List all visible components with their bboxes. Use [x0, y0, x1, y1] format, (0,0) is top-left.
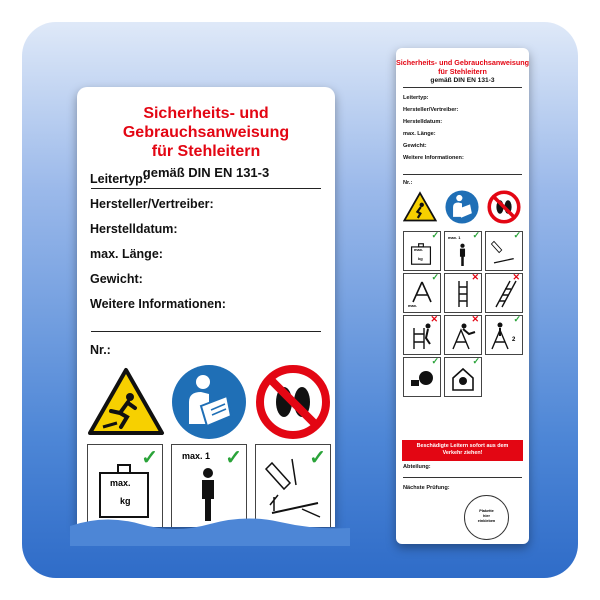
cross-icon: ✕: [471, 314, 479, 324]
check-icon: ✓: [472, 230, 480, 240]
field-manufacturer: Hersteller/Vertreiber:: [90, 197, 214, 211]
ladder-slip-prohibited-cell: [485, 273, 523, 313]
label-full-small: [396, 48, 529, 544]
field-manufacture-date: Herstelldatum:: [90, 222, 178, 236]
torn-edge: [70, 506, 350, 546]
tilted-ladder-icon: [490, 280, 518, 308]
house-icon: [451, 366, 475, 392]
lean-ladder-prohibited-cell: [444, 273, 482, 313]
tool-person-icon: [409, 368, 435, 390]
check-icon: ✓: [225, 447, 242, 469]
ladder-opening-cell: [485, 231, 523, 271]
check-icon: ✓: [513, 230, 521, 240]
check-icon: ✓: [513, 314, 521, 324]
field-more-info: Weitere Informationen:: [90, 297, 226, 311]
weight-limit-cell: [403, 231, 441, 271]
fall-warning-icon: [87, 367, 165, 437]
climbing-person-icon: [409, 322, 435, 350]
damaged-ladder-warning: [402, 440, 523, 461]
title-line-1: Sicherheits- und Gebrauchsanweisung: [122, 105, 290, 141]
field-ladder-type: Leitertyp:: [90, 172, 147, 186]
warning-line-2: Verkehr ziehen!: [442, 450, 483, 456]
warning-line-1: Beschädigte Leitern sofort aus dem: [416, 443, 509, 449]
standing-person-icon: [489, 322, 516, 350]
step-count-label: 2: [512, 337, 516, 343]
check-icon: ✓: [141, 447, 158, 469]
field-manufacture-date: Herstelldatum:: [403, 119, 443, 125]
divider: [403, 477, 522, 478]
sticker-line-2: hier: [483, 514, 490, 518]
field-number: Nr.:: [90, 343, 111, 357]
read-manual-icon: [445, 190, 479, 224]
subtitle: gemäß DIN EN 131-3: [430, 77, 495, 84]
field-weight: Gewicht:: [90, 272, 143, 286]
weight-max-label: max.: [414, 247, 424, 252]
field-manufacturer: Hersteller/Vertreiber:: [403, 107, 459, 113]
leaning-person-icon: [449, 322, 477, 350]
divider: [403, 174, 522, 175]
check-icon: ✓: [431, 356, 439, 366]
climb-over-prohibited-cell: [403, 315, 441, 355]
check-icon: ✓: [431, 272, 439, 282]
field-number: Nr.:: [403, 180, 413, 186]
one-person-cell: [444, 231, 482, 271]
cross-icon: ✕: [512, 272, 520, 282]
inspection-sticker-circle: [464, 495, 509, 540]
ladder-max-label: max.: [408, 303, 418, 308]
person-icon: [457, 243, 468, 267]
field-ladder-type: Leitertyp:: [403, 95, 429, 101]
weight-max-label: max.: [110, 478, 131, 488]
label-front-large: [77, 87, 335, 527]
field-department: Abteilung:: [403, 464, 431, 470]
divider: [403, 87, 522, 88]
divider: [91, 331, 321, 332]
prohibited-footwear-icon: [255, 364, 331, 440]
field-weight: Gewicht:: [403, 143, 427, 149]
title: [396, 59, 529, 76]
sticker-line-1: Plakette: [479, 509, 494, 513]
sticker-line-3: einkleben: [477, 519, 496, 523]
check-icon: ✓: [309, 447, 326, 469]
weight-unit-label: kg: [120, 496, 131, 506]
field-max-length: max. Länge:: [90, 247, 163, 261]
fall-warning-icon: [403, 191, 437, 223]
divider: [91, 188, 321, 189]
a-frame-ladder-icon: [410, 280, 434, 304]
top-steps-cell: [485, 315, 523, 355]
subtitle: gemäß DIN EN 131-3: [142, 165, 270, 180]
field-max-length: max. Länge:: [403, 131, 436, 137]
read-manual-icon: [171, 364, 247, 440]
check-icon: ✓: [431, 230, 439, 240]
person-max-label: max. 1: [448, 235, 461, 240]
title-line-2: für Stehleitern: [151, 143, 261, 160]
ladder-open-max-cell: [403, 273, 441, 313]
outdoor-wind-cell: [444, 357, 482, 397]
field-next-inspection: Nächste Prüfung:: [403, 485, 450, 491]
weight-unit-label: kg: [418, 256, 423, 261]
straight-ladder-icon: [455, 280, 471, 308]
side-reach-prohibited-cell: [444, 315, 482, 355]
title: [77, 104, 335, 161]
check-icon: ✓: [472, 356, 480, 366]
person-max-label: max. 1: [182, 451, 211, 461]
ladder-hinge-icon: [489, 238, 517, 268]
prohibited-footwear-icon: [487, 190, 521, 224]
electrical-hazard-cell: [403, 357, 441, 397]
weight-icon: [410, 242, 432, 266]
cross-icon: ✕: [471, 272, 479, 282]
cross-icon: ✕: [430, 314, 438, 324]
title-line-1: Sicherheits- und Gebrauchsanweisung: [396, 58, 529, 67]
title-line-2: für Stehleitern: [438, 66, 487, 76]
field-more-info: Weitere Informationen:: [403, 155, 464, 161]
